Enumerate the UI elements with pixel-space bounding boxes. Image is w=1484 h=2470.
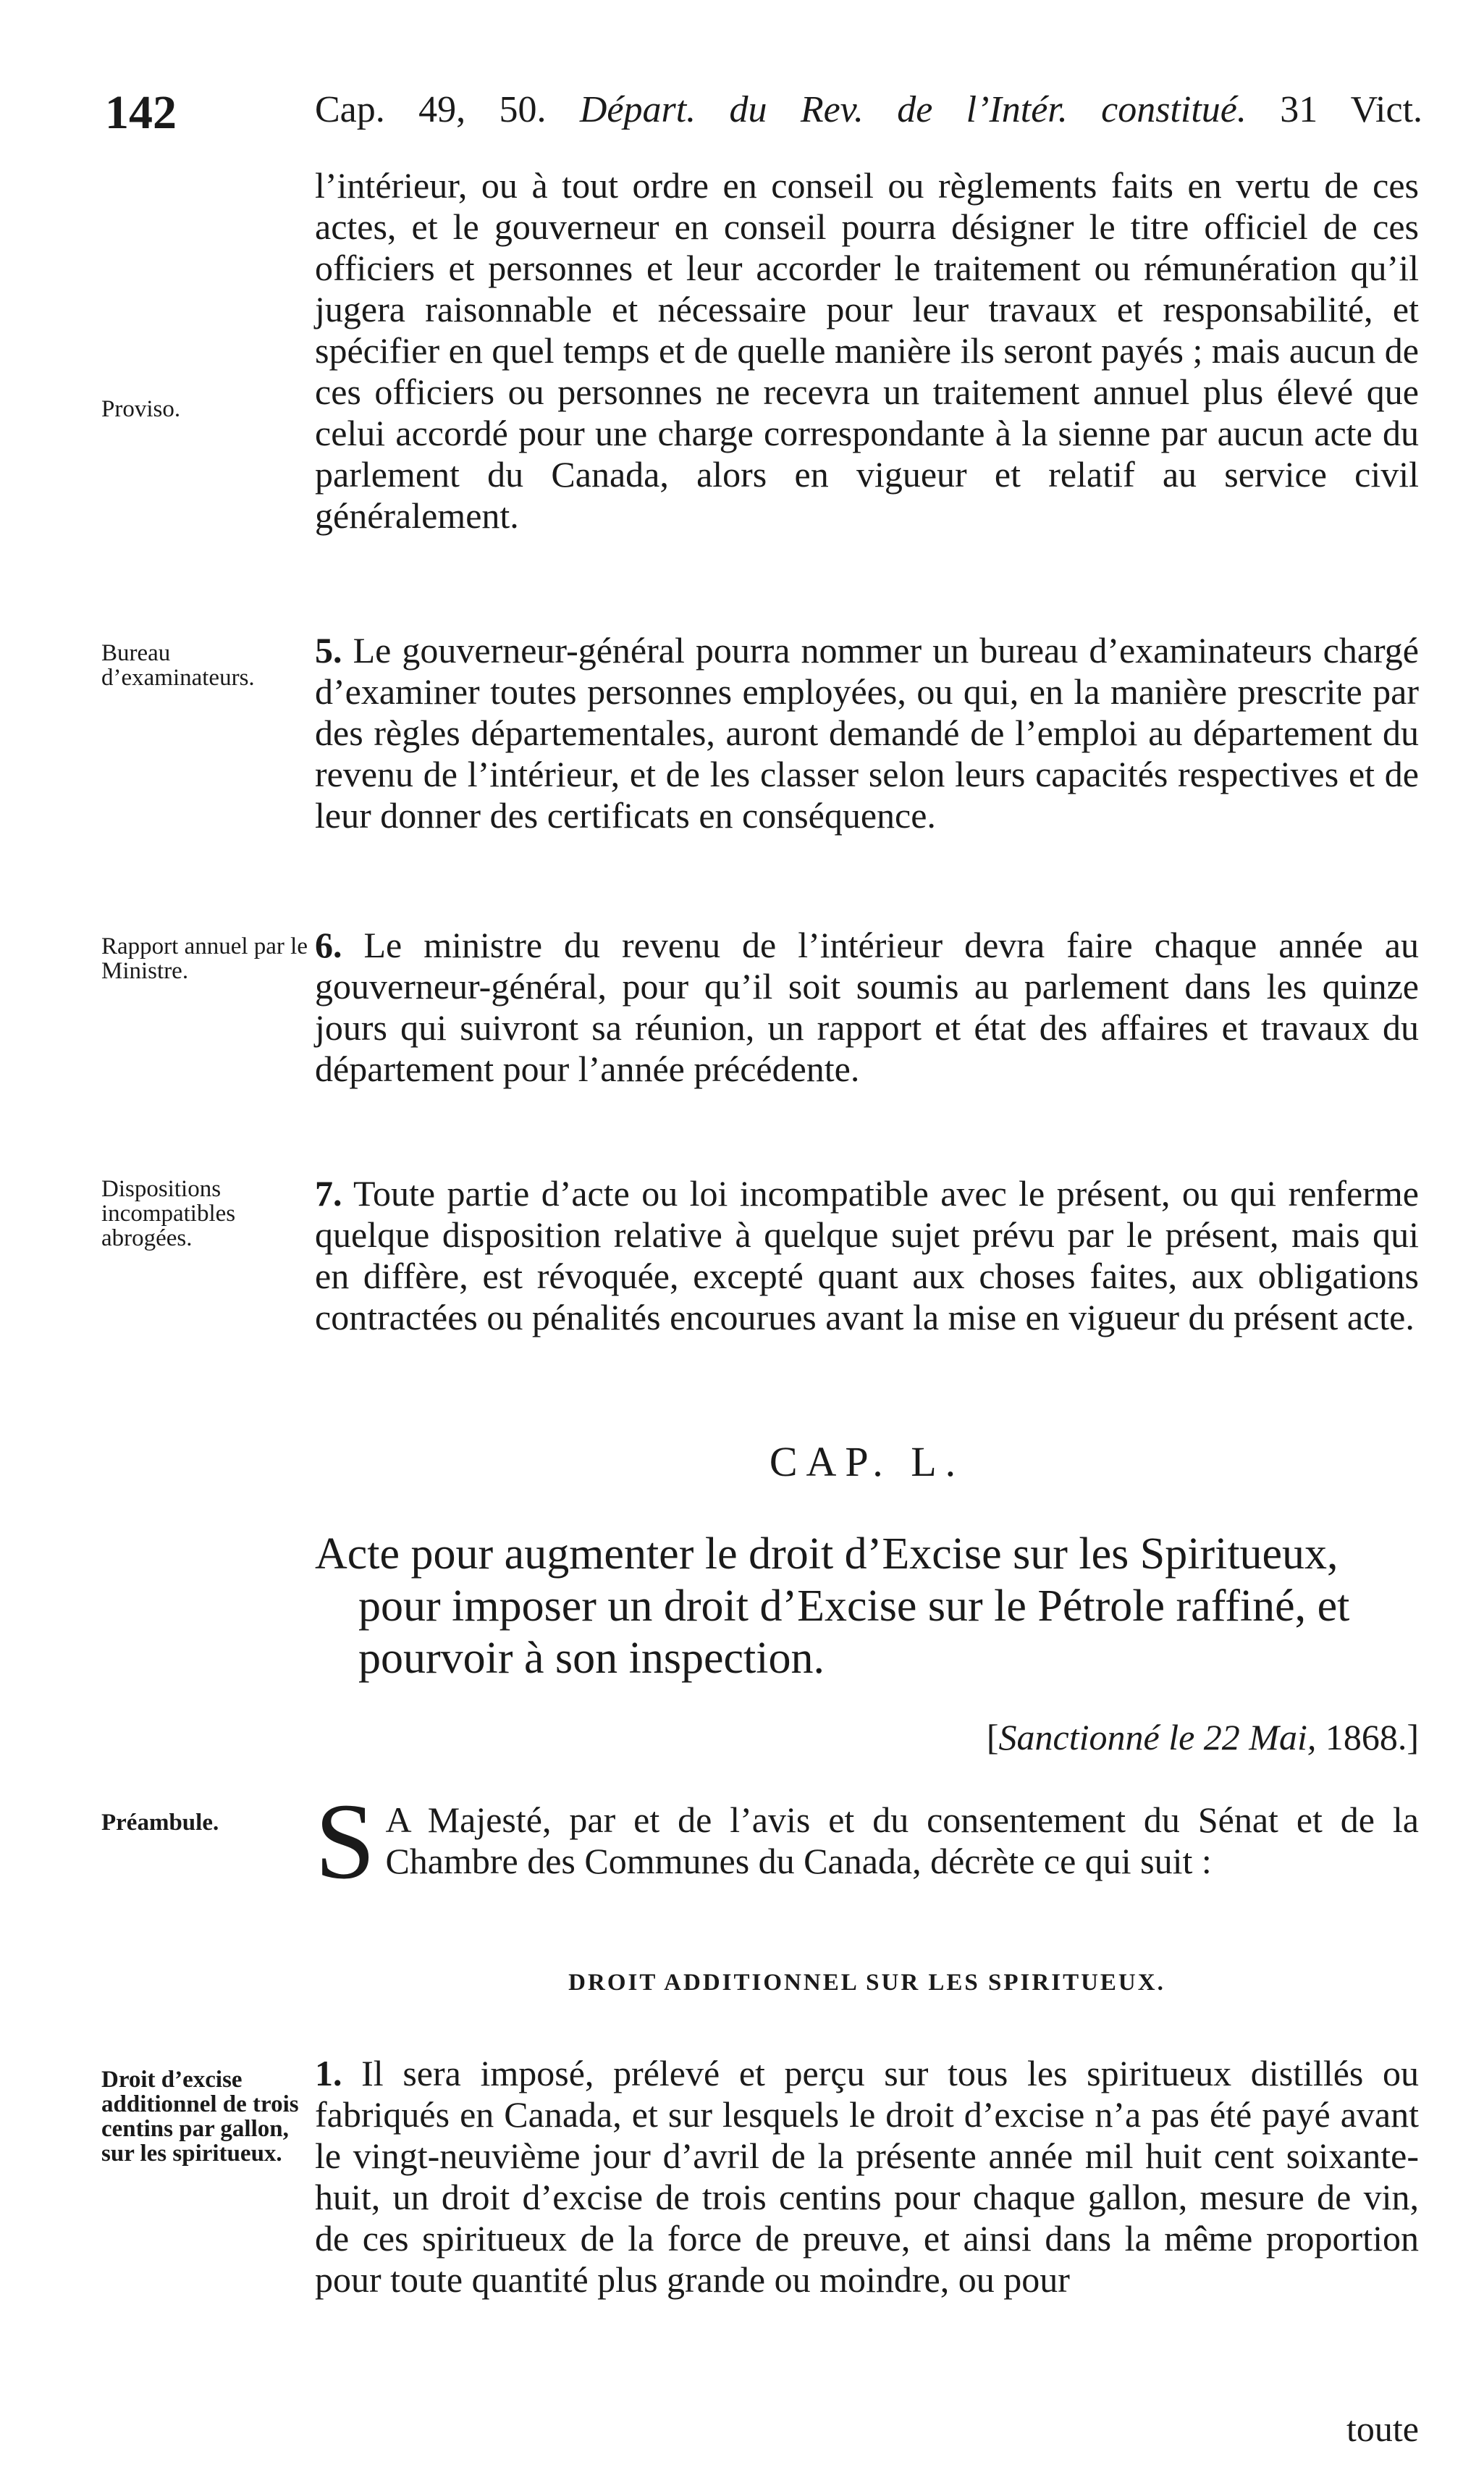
section-heading: DROIT ADDITIONNEL SUR LES SPIRITUEUX. — [568, 1970, 1165, 1996]
act-title: Acte pour augmenter le droit d’Excise sur les Spiritueux, pour imposer un droit d’Excise sur le Pétrole raffiné, et pourvoir à son inspection. — [315, 1529, 1350, 1683]
catchword: toute — [1346, 2408, 1419, 2449]
section-6-number: 6. — [315, 925, 342, 965]
running-head-title: Départ. du Rev. de l’Intér. constitué. — [579, 89, 1247, 130]
margin-note-rapport: Rapport annuel par le Ministre. — [101, 933, 308, 984]
sanction-text: Sanctionné le 22 Mai, — [998, 1717, 1317, 1757]
section-5-number: 5. — [315, 630, 342, 671]
continuation-paragraph: l’intérieur, ou à tout ordre en conseil ou règlements faits en vertu de ces actes, et le gouverneur en conseil pourra désigner le titre officiel de ces officiers et personnes et leur accorder le traitement ou rémunération qu’il jugera raisonnable et nécessaire pour leur travaux et responsabilité, et spécifier en quel temps et de quelle manière ils seront payés ; mais aucun de ces officiers ou personnes ne recevra un traitement annuel plus élevé que celui accordé pour une charge correspondante à la sienne par aucun acte du parlement du Canada, alors en vigueur et relatif au service civil généralement. — [315, 165, 1419, 536]
section-7 — [315, 1173, 1419, 1338]
margin-note-proviso: Proviso. — [101, 396, 181, 422]
running-head-chapters: Cap. 49, 50. — [315, 89, 547, 130]
running-head-regnal-year: 31 Vict. — [1280, 89, 1423, 130]
section-7-number: 7. — [315, 1173, 342, 1214]
sanction-date: [Sanctionné le 22 Mai, 1868.] — [986, 1717, 1419, 1757]
margin-note-preambule: Préambule. — [101, 1810, 219, 1836]
margin-note-bureau: Bureau d’examinateurs. — [101, 640, 255, 691]
section-6 — [315, 925, 1419, 1090]
sanction-year: 1868. — [1325, 1717, 1407, 1757]
section-6-text: Le ministre du revenu de l’intérieur devra faire chaque année au gouverneur-général, pour qu’il soit soumis au parlement dans les quinze jours qui suivront sa réunion, un rapport et état des affaires et travaux du département pour l’année précédente. — [315, 925, 1419, 1089]
chapter-heading: CAP. L. — [769, 1438, 965, 1485]
section-1-number: 1. — [315, 2053, 342, 2093]
section-7-text: Toute partie d’acte ou loi incompatible avec le présent, ou qui renferme quelque disposition relative à quelque sujet prévu par le présent, mais qui en diffère, est révoquée, excepté quant aux choses faites, aux obligations contractées ou pénalités encourues avant la mise en vigueur du présent acte. — [315, 1173, 1419, 1337]
page-header — [105, 85, 1422, 143]
preamble-text: A Majesté, par et de l’avis et du consentement du Sénat et de la Chambre des Communes du Canada, décrète ce qui suit : — [385, 1799, 1419, 1881]
section-1 — [315, 2053, 1419, 2301]
margin-note-droit: Droit d’excise additionnel de trois centins par gallon, sur les spiritueux. — [101, 2067, 299, 2167]
section-1-text: Il sera imposé, prélevé et perçu sur tous les spiritueux distillés ou fabriqués en Canada, et sur lesquels le droit d’excise n’a pas été payé avant le vingt-neuvième jour d’avril de la présente année mil huit cent soixante-huit, un droit d’excise de trois centins pour chaque gallon, mesure de vin, de ces spiritueux de la force de preuve, et ainsi dans la même proportion pour toute quantité plus grande ou moindre, ou pour — [315, 2053, 1420, 2300]
section-5 — [315, 630, 1419, 836]
margin-note-dispositions: Dispositions incompatibles abrogées. — [101, 1176, 236, 1251]
preamble — [315, 1781, 1419, 1902]
page-number: 142 — [105, 86, 177, 139]
running-head — [315, 88, 1422, 131]
section-5-text: Le gouverneur-général pourra nommer un bureau d’examinateurs chargé d’examiner toutes personnes employées, ou qui, en la manière prescrite par des règles départementales, auront demandé de l’emploi au département du revenu de l’intérieur, et de les classer selon leurs capacités respectives et de leur donner des certificats en conséquence. — [315, 630, 1419, 836]
drop-cap: S — [315, 1781, 376, 1902]
